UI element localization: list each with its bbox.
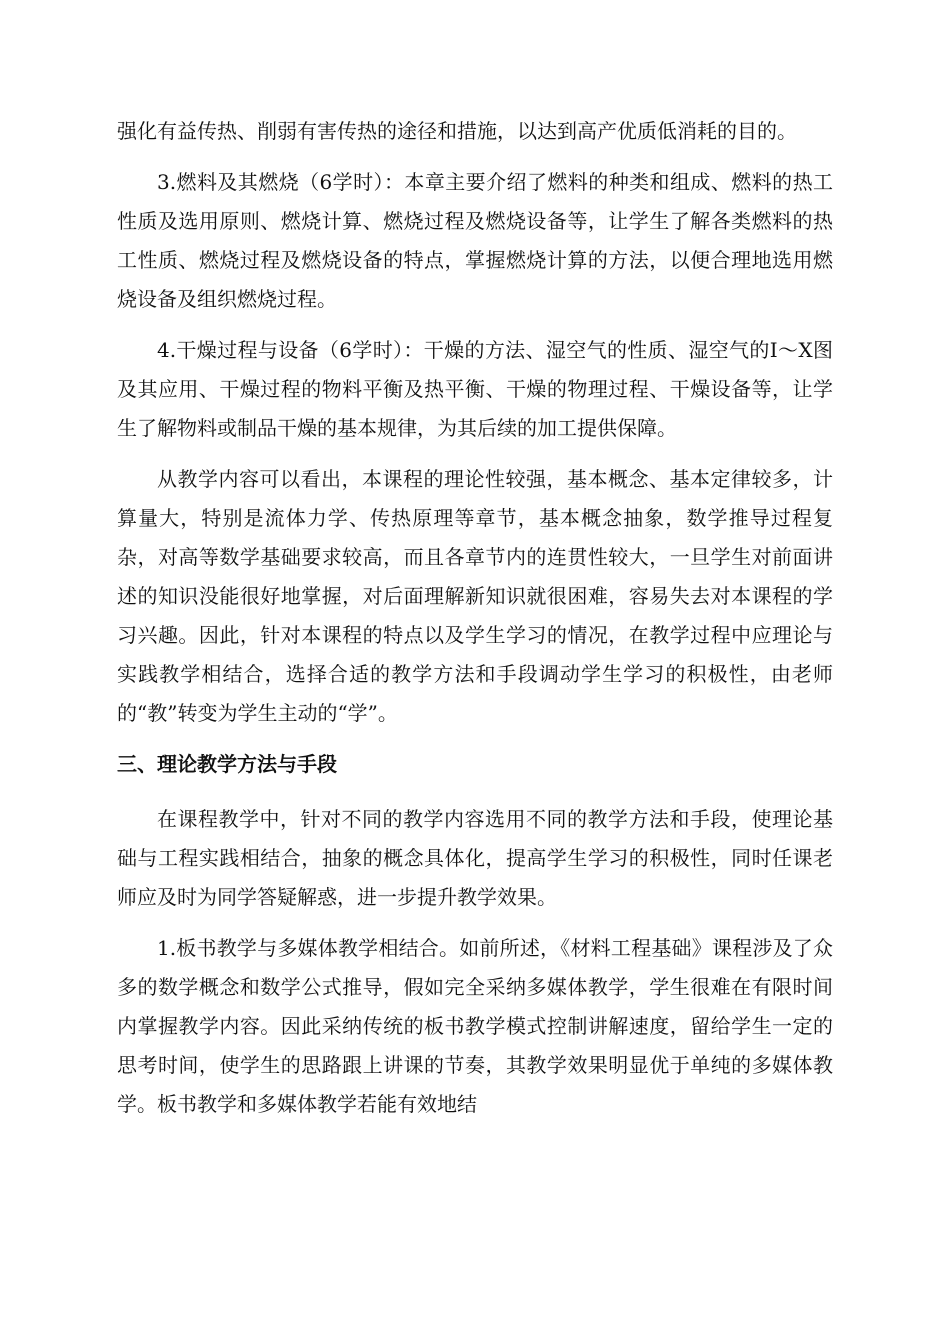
paragraph-teaching-content: 从教学内容可以看出，本课程的理论性较强，基本概念、基本定律较多，计算量大，特别是流体力学、传热原理等章节，基本概念抽象，数学推导过程复杂，对高等数学基础要求较高，而且各章节内的连贯性较大，一旦学生对前面讲述的知识没能很好地掌握，对后面理解新知识就很困难，容易失去对本课程的学习兴趣。因此，针对本课程的特点以及学生学习的情况，在教学过程中应理论与实践教学相结合，选择合适的教学方法和手段调动学生学习的积极性，由老师的“教”转变为学生主动的“学”。: [117, 467, 833, 725]
paragraph-fuel-combustion: 3.燃料及其燃烧（6学时）：本章主要介绍了燃料的种类和组成、燃料的热工性质及选用原则、燃烧计算、燃烧过程及燃烧设备等，让学生了解各类燃料的热工性质、燃烧过程及燃烧设备的特点，掌握燃烧计算的方法，以便合理地选用燃烧设备及组织燃烧过程。: [117, 170, 833, 311]
section-heading: 三、理论教学方法与手段: [117, 752, 337, 776]
paragraph-methods-intro: 在课程教学中，针对不同的教学内容选用不同的教学方法和手段，使理论基础与工程实践相结合，抽象的概念具体化，提高学生学习的积极性，同时任课老师应及时为同学答疑解惑，进一步提升教学效果。: [117, 807, 833, 909]
paragraph-drying-process: 4.干燥过程与设备（6学时）：干燥的方法、湿空气的性质、湿空气的Ⅰ～X图及其应用、干燥过程的物料平衡及热平衡、干燥的物理过程、干燥设备等，让学生了解物料或制品干燥的基本规律，为其后续的加工提供保障。: [117, 338, 833, 440]
paragraph-blackboard-multimedia: 1.板书教学与多媒体教学相结合。如前所述，《材料工程基础》课程涉及了众多的数学概念和数学公式推导，假如完全采纳多媒体教学，学生很难在有限时间内掌握教学内容。因此采纳传统的板书教学模式控制讲解速度，留给学生一定的思考时间，使学生的思路跟上讲课的节奏，其教学效果明显优于单纯的多媒体教学。板书教学和多媒体教学若能有效地结: [117, 936, 833, 1116]
document-body: [117, 112, 833, 1136]
paragraph-continued: 强化有益传热、削弱有害传热的途径和措施，以达到高产优质低消耗的目的。: [117, 119, 797, 143]
